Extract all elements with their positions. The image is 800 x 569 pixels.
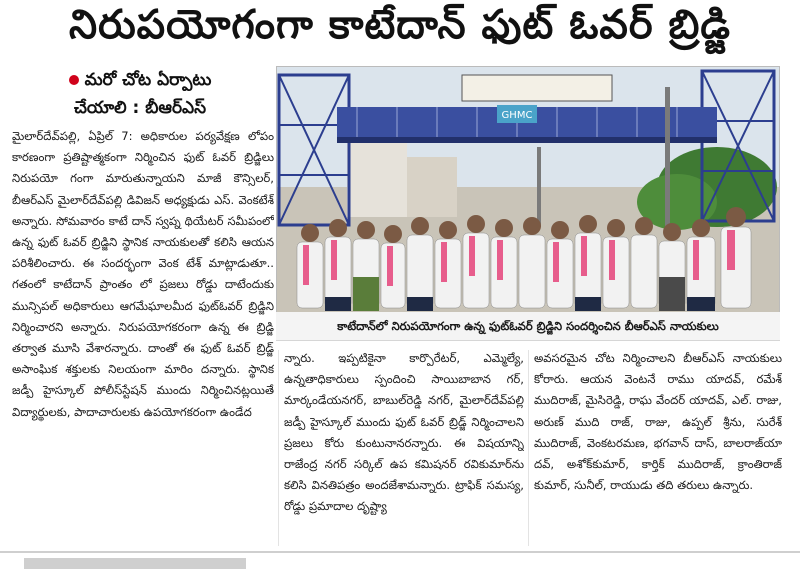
bottom-strip bbox=[24, 558, 246, 569]
red-bullet-icon bbox=[69, 75, 79, 85]
headline: నిరుపయోగంగా కాటేదాన్ ఫుట్ ఓవర్ బ్రిడ్జి bbox=[69, 2, 731, 48]
ghmc-banner-text: GHMC bbox=[501, 110, 533, 121]
subhead-line-2: చేయాలి : బీఆర్ఎస్ bbox=[73, 98, 207, 118]
article-column-2: న్నారు. ఇప్పటికైనా కార్పొరేటర్, ఎమ్మెల్యే, ఉన్నతాధికారులు స్పందించి సాయిబాబాన గర్, మార్కండేయనగర్, బాబుల్‌రెడ్డి నగర్, మైలార్‌దేవ్‌పల్లి జడ్పీ హైస్కూల్ ముందు ఫుట్ ఓవర్ బ్రిడ్జ్ నిర్మించాలని ప్రజలు కోరు కుంటునానరన్నారు. ఈ విషయాన్ని రాజేంద్ర నగర్ సర్కిల్ ఉప కమిషనర్ రవికుమార్‌ను కలిసి వినతిపత్రం అందజేశామన్నారు. ట్రాఫిక్ సమస్య, రోడ్డు ప్రమాదాల దృష్ట్యా bbox=[284, 351, 524, 514]
subhead-text-1: మరో చోట ఏర్పాటు bbox=[84, 70, 212, 90]
column-divider bbox=[278, 350, 279, 546]
article-column-3: అవసరమైన చోట నిర్మించాలని బీఆర్ఎస్ నాయకులు కోరారు. ఆయన వెంటనే రాము యాదవ్, రమేశ్ ముదిరాజ్, మైసిరెడ్డి, రాఘ వేందర్ యాదవ్, ఎల్. రాజు, అరుణ్ ముది రాజ్, రాజు, ఉప్పల్ శ్రీను, సురేశ్ ముదిరాజ్, వెంకటరమణ, భగవాన్ దాస్, బాలరాజ్‌యా దవ్, అశోక్‌కుమార్, కార్తిక్ ముదిరాజ్, క్రాంతిరాజ్ కుమార్, సునీల్, రాయుడు తది తరులు ఉన్నారు. bbox=[534, 351, 782, 493]
column-divider bbox=[528, 350, 529, 546]
photo-caption: కాటేదాన్‌లో నిరుపయోగంగా ఉన్న ఫుట్‌ఓవర్ బ్రిడ్జిని సందర్శించిన బీఆర్ఎస్ నాయకులు bbox=[276, 312, 780, 341]
bottom-rule bbox=[0, 551, 800, 553]
bridge-photo-illustration bbox=[277, 67, 779, 313]
news-photo bbox=[276, 66, 780, 314]
subhead-line-1 bbox=[20, 66, 260, 94]
article-column-1: మైలార్‌దేవ్‌పల్లి, ఏప్రిల్ 7: అధికారుల పర్యవేక్షణ లోపం కారణంగా ప్రతిష్టాత్మకంగా నిర్మించిన ఫుట్ ఓవర్ బ్రిడ్జిలు నిరుపయో గంగా మారుతున్నాయని మాజీ కౌన్సిలర్, బీఆర్ఎస్ మైలార్‌దేవ్‌పల్లి డివిజన్ అధ్యక్షుడు ఎస్. వెంకటేశ్ అన్నారు. సోమవారం కాటే దాన్ స్వప్న థియేటర్ సమీపంలో ఉన్న ఫుట్ ఓవర్ బ్రిడ్జిని స్థానిక నాయకులతో కలిసి ఆయన పరిశీలించారు. ఈ సందర్భంగా వెంక టేశ్ మాట్లాడుతూ.. గతంలో కాటేదాన్ ప్రాంతం లో ప్రజలు రోడ్డు దాటేందుకు మున్సిపల్ అధికారులు ఆగమేఘాలమీద ఫుట్‌ఓవర్ బ్రిడ్జిని నిర్మించారని అన్నారు. నిరుపయోగకరంగా ఉన్న ఈ బ్రిడ్జి తర్వాత మూసి వేశారన్నారు. దాంతో ఈ ఫుట్ ఓవర్ బ్రిడ్జ్ అసాంఘిక శక్తులకు నిలయంగా మారిం దన్నారు. స్థానిక జడ్పీ హైస్కూల్ పోలీస్‌స్టేషన్ ముందు నిర్మించినట్లయితే విద్యార్థులకు, పాదాచారులకు ఉపయోగకరంగా ఉండేద bbox=[12, 129, 274, 419]
subheadline bbox=[20, 66, 260, 122]
